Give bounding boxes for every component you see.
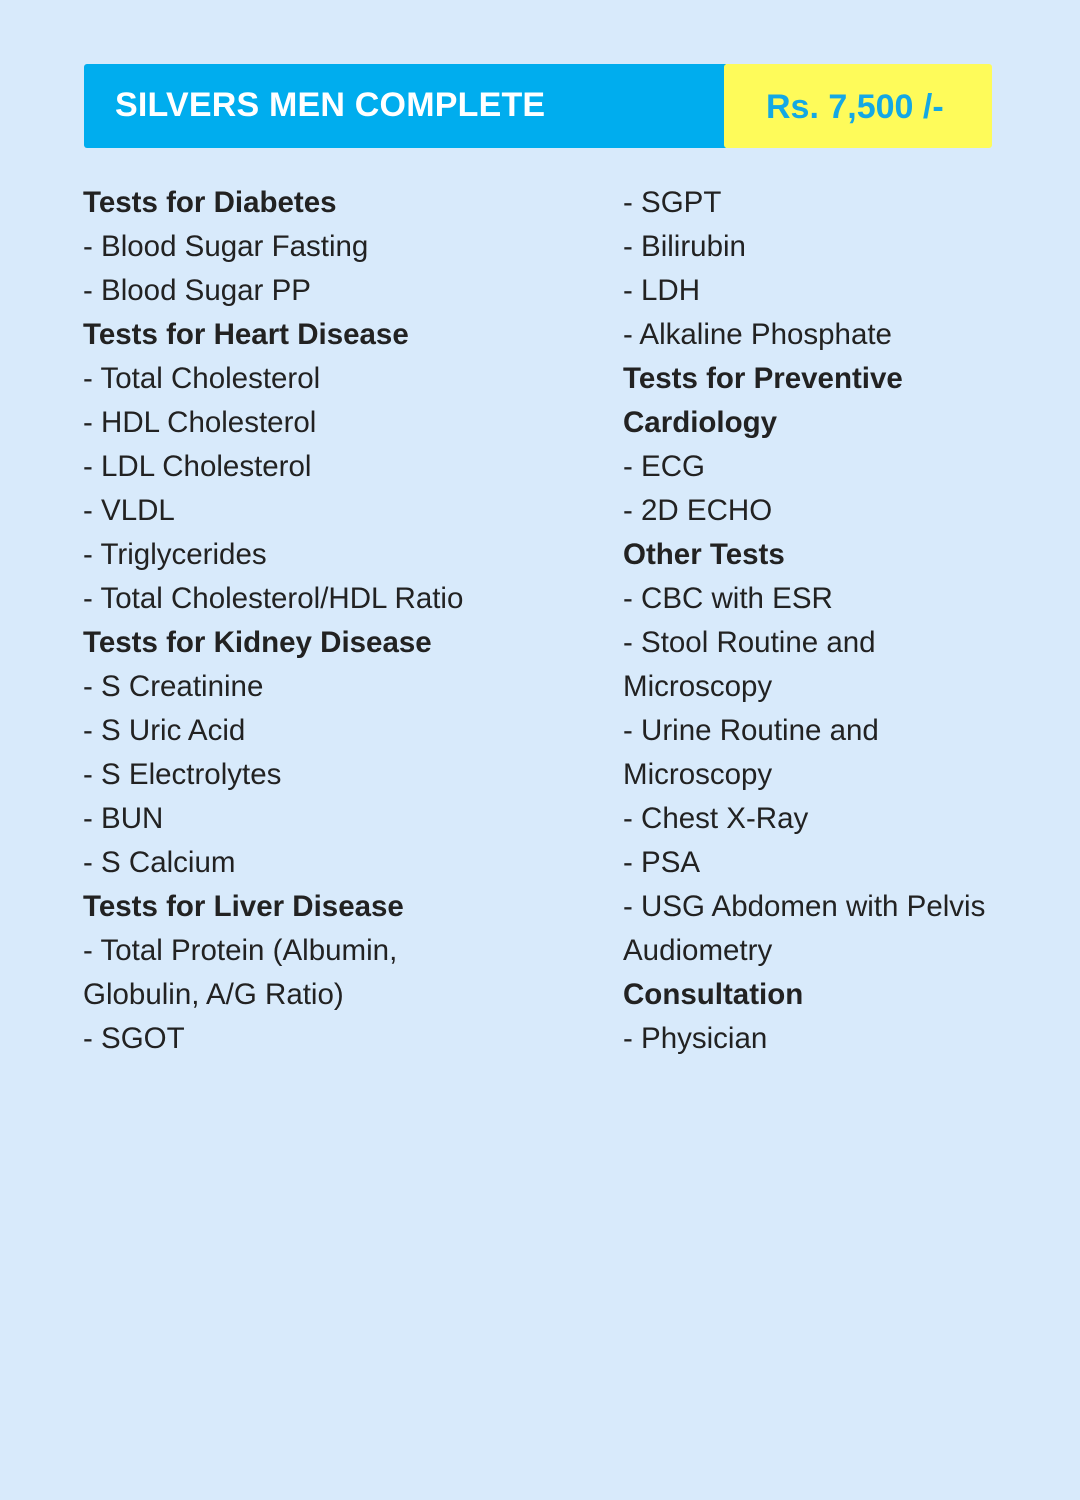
test-item-urine-routine-and: - Urine Routine and bbox=[623, 714, 879, 747]
test-item-s-uric-acid: - S Uric Acid bbox=[83, 714, 246, 747]
test-item-bilirubin: - Bilirubin bbox=[623, 230, 746, 263]
test-item-sgot: - SGOT bbox=[83, 1022, 185, 1055]
test-item-s-creatinine: - S Creatinine bbox=[83, 670, 264, 703]
test-item-blood-sugar-pp: - Blood Sugar PP bbox=[83, 274, 311, 307]
test-item-chest-x-ray: - Chest X-Ray bbox=[623, 802, 809, 835]
section-heading-cardiology: Cardiology bbox=[623, 406, 778, 439]
test-item-total-protein-albumin: - Total Protein (Albumin, bbox=[83, 934, 398, 967]
test-item-bun: - BUN bbox=[83, 802, 164, 835]
test-item-alkaline-phosphate: - Alkaline Phosphate bbox=[623, 318, 892, 351]
section-heading-consultation: Consultation bbox=[623, 978, 804, 1011]
test-item-audiometry: Audiometry bbox=[623, 934, 773, 967]
package-price: Rs. 7,500 /- bbox=[724, 64, 992, 148]
section-heading-tests-for-diabetes: Tests for Diabetes bbox=[83, 186, 337, 219]
test-item-microscopy: Microscopy bbox=[623, 758, 773, 791]
test-item-s-electrolytes: - S Electrolytes bbox=[83, 758, 282, 791]
test-item-hdl-cholesterol: - HDL Cholesterol bbox=[83, 406, 317, 439]
test-item-usg-abdomen-with-pelvis: - USG Abdomen with Pelvis bbox=[623, 890, 986, 923]
test-item-globulin-a-g-ratio: Globulin, A/G Ratio) bbox=[83, 978, 344, 1011]
test-item-psa: - PSA bbox=[623, 846, 701, 879]
test-item-physician: - Physician bbox=[623, 1022, 768, 1055]
test-item-ecg: - ECG bbox=[623, 450, 705, 483]
test-item-ldl-cholesterol: - LDL Cholesterol bbox=[83, 450, 312, 483]
section-heading-tests-for-kidney-disease: Tests for Kidney Disease bbox=[83, 626, 432, 659]
test-list-right-column bbox=[623, 181, 1043, 1061]
test-item-total-cholesterol: - Total Cholesterol bbox=[83, 362, 321, 395]
test-item-cbc-with-esr: - CBC with ESR bbox=[623, 582, 833, 615]
test-item-blood-sugar-fasting: - Blood Sugar Fasting bbox=[83, 230, 369, 263]
section-heading-tests-for-liver-disease: Tests for Liver Disease bbox=[83, 890, 404, 923]
test-list-left-column bbox=[83, 181, 583, 1061]
test-item-total-cholesterol-hdl-ratio: - Total Cholesterol/HDL Ratio bbox=[83, 582, 464, 615]
test-item-2d-echo: - 2D ECHO bbox=[623, 494, 773, 527]
test-item-ldh: - LDH bbox=[623, 274, 701, 307]
package-banner bbox=[84, 64, 992, 148]
test-item-microscopy: Microscopy bbox=[623, 670, 773, 703]
test-item-sgpt: - SGPT bbox=[623, 186, 722, 219]
package-title: SILVERS MEN COMPLETE bbox=[84, 64, 726, 148]
section-heading-tests-for-heart-disease: Tests for Heart Disease bbox=[83, 318, 409, 351]
section-heading-tests-for-preventive: Tests for Preventive bbox=[623, 362, 903, 395]
test-item-vldl: - VLDL bbox=[83, 494, 175, 527]
section-heading-other-tests: Other Tests bbox=[623, 538, 785, 571]
test-item-s-calcium: - S Calcium bbox=[83, 846, 236, 879]
test-item-triglycerides: - Triglycerides bbox=[83, 538, 267, 571]
test-item-stool-routine-and: - Stool Routine and bbox=[623, 626, 876, 659]
